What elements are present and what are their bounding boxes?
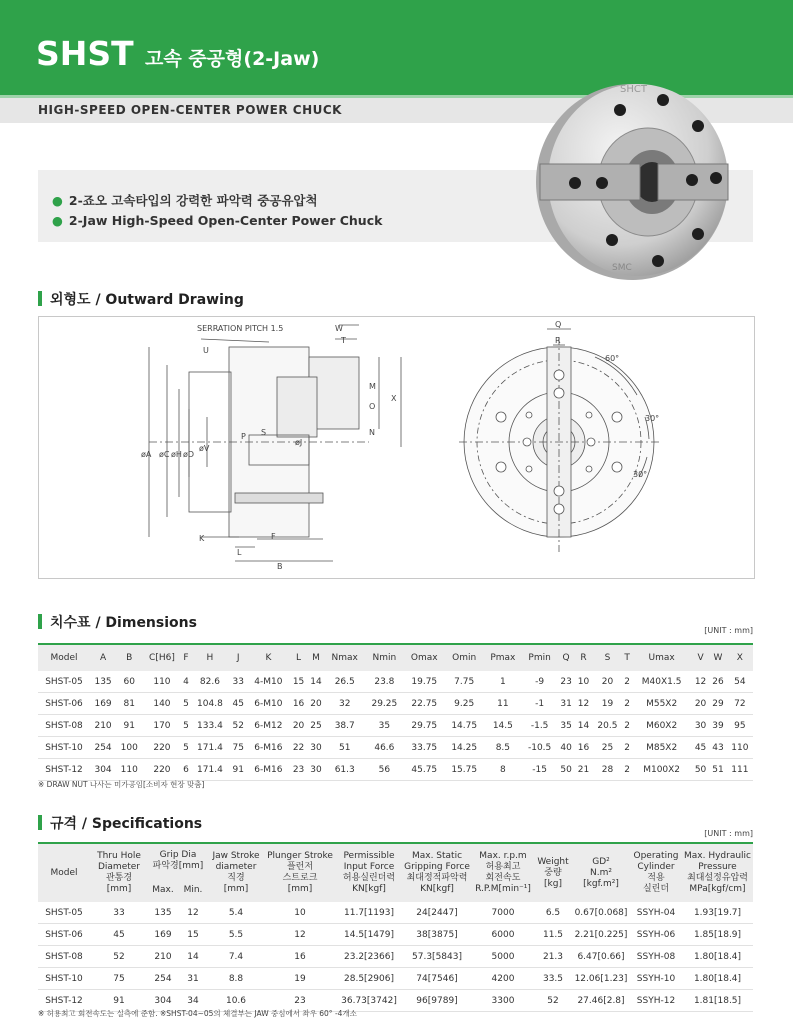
table-cell: 57.3[5843] xyxy=(402,946,472,968)
table-cell: 304 xyxy=(90,759,116,781)
table-cell: 7.75 xyxy=(445,671,484,693)
table-cell: 23.2[2366] xyxy=(336,946,402,968)
table-cell: 6.5 xyxy=(534,902,572,924)
table-cell: -15 xyxy=(522,759,557,781)
table-cell: 52 xyxy=(230,715,247,737)
table-cell: SHST-10 xyxy=(38,737,90,759)
table-cell: 81 xyxy=(116,693,142,715)
table-cell: M100X2 xyxy=(631,759,691,781)
table-cell: 35 xyxy=(557,715,574,737)
table-cell: 110 xyxy=(116,759,142,781)
dimensions-note: ※ DRAW NUT 나사는 미가공임[소비자 현장 맞춤] xyxy=(38,780,205,789)
unit-label: [UNIT : mm] xyxy=(704,626,753,635)
table-cell: 45 xyxy=(90,924,148,946)
label-U: U xyxy=(203,346,209,355)
bullet-icon: ● xyxy=(52,193,63,208)
table-cell: 29 xyxy=(709,693,726,715)
table-cell: 15.75 xyxy=(445,759,484,781)
page-title: SHST xyxy=(36,34,134,73)
header-grip-max: Max. xyxy=(148,878,178,902)
table-cell: 34 xyxy=(178,990,208,1012)
table-cell: 5000 xyxy=(472,946,534,968)
column-header: A xyxy=(90,644,116,671)
table-cell: 91 xyxy=(230,759,247,781)
heading-text: 규격 / Specifications xyxy=(50,816,203,832)
table-cell: 1.80[18.4] xyxy=(682,946,753,968)
column-header: Pmin xyxy=(522,644,557,671)
table-cell: 1.85[18.9] xyxy=(682,924,753,946)
table-cell: 51 xyxy=(325,737,365,759)
table-cell: 4-M10 xyxy=(247,671,290,693)
column-header: H xyxy=(190,644,229,671)
header-model: Model xyxy=(38,843,90,902)
table-cell: 30 xyxy=(692,715,709,737)
label-L: L xyxy=(237,548,242,557)
table-cell: 38.7 xyxy=(325,715,365,737)
table-cell: 22 xyxy=(290,737,307,759)
table-cell: 19.75 xyxy=(404,671,445,693)
column-header: Model xyxy=(38,644,90,671)
column-header: Pmax xyxy=(484,644,522,671)
table-cell: 33 xyxy=(90,902,148,924)
drawing-frame xyxy=(38,316,755,579)
column-header: Umax xyxy=(631,644,691,671)
label-T: T xyxy=(341,336,346,345)
table-cell: 169 xyxy=(148,924,178,946)
table-cell: 91 xyxy=(90,990,148,1012)
table-cell: 19 xyxy=(592,693,623,715)
table-row xyxy=(38,737,753,759)
table-row xyxy=(38,902,753,924)
table-cell: SSYH-10 xyxy=(630,968,682,990)
table-cell: 8 xyxy=(484,759,522,781)
table-cell: 2 xyxy=(623,737,632,759)
specifications-note: ※ 허용최고 회전속도는 실측에 준함. ※SHST-04~05의 체결부는 JAW 중심에서 좌우 60° -4개소 xyxy=(38,1009,357,1018)
feature-item xyxy=(52,213,382,228)
header-jaw-stroke: Jaw Stroke diameter 직경 [mm] xyxy=(208,843,264,902)
table-cell: 6000 xyxy=(472,924,534,946)
table-cell: 26.5 xyxy=(325,671,365,693)
table-cell: 20 xyxy=(692,693,709,715)
svg-text:SHCT: SHCT xyxy=(620,84,647,95)
table-cell: 16 xyxy=(290,693,307,715)
table-cell: 1.81[18.5] xyxy=(682,990,753,1012)
table-cell: 50 xyxy=(692,759,709,781)
table-cell: 46.6 xyxy=(365,737,404,759)
header-gripping-force: Max. Static Gripping Force 최대정적파악력 KN[kgf] xyxy=(402,843,472,902)
label-angle-60: 60° xyxy=(605,354,620,363)
section-heading-dimensions xyxy=(38,612,197,632)
table-cell: 33 xyxy=(230,671,247,693)
table-cell: 11.5 xyxy=(534,924,572,946)
specifications-table xyxy=(38,842,753,1012)
table-row xyxy=(38,715,753,737)
table-cell: 12 xyxy=(575,693,592,715)
table-cell: 6-M12 xyxy=(247,715,290,737)
table-cell: 29.25 xyxy=(365,693,404,715)
label-V: øV xyxy=(199,444,210,453)
label-K: K xyxy=(199,534,205,543)
table-cell: 110 xyxy=(727,737,753,759)
table-cell: SSYH-12 xyxy=(630,990,682,1012)
table-cell: 14 xyxy=(575,715,592,737)
table-cell: 1.93[19.7] xyxy=(682,902,753,924)
header-input-force: Permissible Input Force 허용실린더력 KN[kgf] xyxy=(336,843,402,902)
table-cell: 25 xyxy=(307,715,324,737)
outward-drawing xyxy=(39,317,754,578)
table-header-row xyxy=(38,843,753,878)
label-S: S xyxy=(261,428,267,437)
table-cell: 5 xyxy=(182,715,191,737)
table-cell: 23 xyxy=(264,990,336,1012)
table-cell: 6-M16 xyxy=(247,759,290,781)
table-cell: SSYH-06 xyxy=(630,924,682,946)
unit-label: [UNIT : mm] xyxy=(704,829,753,838)
label-R: R xyxy=(555,336,561,345)
table-cell: 111 xyxy=(727,759,753,781)
table-cell: 5.4 xyxy=(208,902,264,924)
product-photo xyxy=(520,78,730,283)
column-header: F xyxy=(182,644,191,671)
table-cell: 15 xyxy=(290,671,307,693)
table-cell: 45.75 xyxy=(404,759,445,781)
header-gd2: GD² N.m² [kgf.m²] xyxy=(572,843,630,902)
table-cell: 31 xyxy=(557,693,574,715)
table-cell: 110 xyxy=(142,671,181,693)
table-cell: 14.5[1479] xyxy=(336,924,402,946)
feature-text: 2-죠오 고속타입의 강력한 파악력 중공유압척 xyxy=(68,193,318,208)
svg-text:SMC: SMC xyxy=(612,263,632,273)
heading-marker xyxy=(38,815,42,830)
table-cell: 304 xyxy=(148,990,178,1012)
header-plunger-stroke: Plunger Stroke 플런저 스트로크 [mm] xyxy=(264,843,336,902)
table-cell: 210 xyxy=(90,715,116,737)
column-header: Omax xyxy=(404,644,445,671)
table-cell: 100 xyxy=(116,737,142,759)
label-B: B xyxy=(277,562,283,571)
table-cell: SHST-05 xyxy=(38,671,90,693)
table-cell: 20 xyxy=(307,693,324,715)
heading-text: 외형도 / Outward Drawing xyxy=(50,292,244,308)
column-header: Q xyxy=(557,644,574,671)
table-cell: -10.5 xyxy=(522,737,557,759)
column-header: J xyxy=(230,644,247,671)
table-cell: M85X2 xyxy=(631,737,691,759)
table-cell: 28 xyxy=(592,759,623,781)
table-cell: 12.06[1.23] xyxy=(572,968,630,990)
label-N: N xyxy=(369,428,375,437)
table-header-row xyxy=(38,644,753,671)
table-cell: 23 xyxy=(557,671,574,693)
table-cell: 56 xyxy=(365,759,404,781)
table-cell: 32 xyxy=(325,693,365,715)
label-serration: SERRATION PITCH 1.5 xyxy=(197,324,284,333)
table-cell: 133.4 xyxy=(190,715,229,737)
label-W: W xyxy=(335,324,343,333)
table-cell: 254 xyxy=(148,968,178,990)
table-cell: 25 xyxy=(592,737,623,759)
table-cell: 36.73[3742] xyxy=(336,990,402,1012)
table-cell: 1 xyxy=(484,671,522,693)
table-row xyxy=(38,671,753,693)
table-cell: 33.75 xyxy=(404,737,445,759)
table-cell: 11.7[1193] xyxy=(336,902,402,924)
table-cell: 14.75 xyxy=(445,715,484,737)
table-cell: 5 xyxy=(182,693,191,715)
table-cell: 140 xyxy=(142,693,181,715)
table-cell: SSYH-04 xyxy=(630,902,682,924)
table-cell: 74[7546] xyxy=(402,968,472,990)
table-cell: 8.8 xyxy=(208,968,264,990)
table-cell: 5.5 xyxy=(208,924,264,946)
table-cell: 5 xyxy=(182,737,191,759)
table-cell: 2 xyxy=(623,715,632,737)
header-pressure: Max. Hydraulic Pressure 최대설정유압력 MPa[kgf/cm] xyxy=(682,843,753,902)
column-header: Nmin xyxy=(365,644,404,671)
table-cell: 2.21[0.225] xyxy=(572,924,630,946)
table-cell: SHST-06 xyxy=(38,693,90,715)
feature-item xyxy=(52,191,318,209)
table-cell: 7.4 xyxy=(208,946,264,968)
table-cell: 14.25 xyxy=(445,737,484,759)
table-cell: 2 xyxy=(623,759,632,781)
table-cell: SSYH-08 xyxy=(630,946,682,968)
section-heading-specifications xyxy=(38,813,202,833)
column-header: T xyxy=(623,644,632,671)
table-cell: SHST-12 xyxy=(38,759,90,781)
table-cell: 35 xyxy=(365,715,404,737)
column-header: C[H6] xyxy=(142,644,181,671)
table-cell: 4 xyxy=(182,671,191,693)
table-cell: 104.8 xyxy=(190,693,229,715)
table-cell: 82.6 xyxy=(190,671,229,693)
column-header: S xyxy=(592,644,623,671)
table-cell: 14 xyxy=(178,946,208,968)
header-grip-dia: Grip Dia 파악경[mm] xyxy=(148,843,208,878)
bullet-icon: ● xyxy=(52,213,63,228)
column-header: X xyxy=(727,644,753,671)
table-row xyxy=(38,968,753,990)
dimensions-table xyxy=(38,643,753,781)
table-cell: 45 xyxy=(692,737,709,759)
table-cell: SHST-05 xyxy=(38,902,90,924)
table-cell: 27.46[2.8] xyxy=(572,990,630,1012)
column-header: K xyxy=(247,644,290,671)
table-cell: 2 xyxy=(623,671,632,693)
table-cell: SHST-08 xyxy=(38,715,90,737)
table-cell: 10 xyxy=(575,671,592,693)
table-cell: 210 xyxy=(148,946,178,968)
label-X: X xyxy=(391,394,397,403)
header-rpm: Max. r.p.m 허용최고 회전속도 R.P.M[min⁻¹] xyxy=(472,843,534,902)
column-header: B xyxy=(116,644,142,671)
table-cell: 75 xyxy=(230,737,247,759)
table-cell: 21 xyxy=(575,759,592,781)
table-cell: 43 xyxy=(709,737,726,759)
page-subtitle: 고속 중공형(2-Jaw) xyxy=(145,48,320,70)
table-cell: 6-M16 xyxy=(247,737,290,759)
table-cell: 9.25 xyxy=(445,693,484,715)
table-cell: 51 xyxy=(709,759,726,781)
table-cell: 3300 xyxy=(472,990,534,1012)
table-cell: 91 xyxy=(116,715,142,737)
table-cell: 4200 xyxy=(472,968,534,990)
table-cell: -1.5 xyxy=(522,715,557,737)
label-D: øD xyxy=(183,450,195,459)
table-cell: 30 xyxy=(307,759,324,781)
table-cell: 52 xyxy=(90,946,148,968)
table-cell: 12 xyxy=(264,924,336,946)
table-cell: 10.6 xyxy=(208,990,264,1012)
table-cell: 14.5 xyxy=(484,715,522,737)
table-cell: 10 xyxy=(264,902,336,924)
table-cell: 15 xyxy=(178,924,208,946)
table-cell: 29.75 xyxy=(404,715,445,737)
label-angle-30a: 30° xyxy=(645,414,660,423)
table-cell: 75 xyxy=(90,968,148,990)
column-header: R xyxy=(575,644,592,671)
label-C: øC xyxy=(159,450,170,459)
table-cell: 28.5[2906] xyxy=(336,968,402,990)
table-cell: SHST-06 xyxy=(38,924,90,946)
table-cell: 24[2447] xyxy=(402,902,472,924)
column-header: W xyxy=(709,644,726,671)
table-cell: 135 xyxy=(90,671,116,693)
table-cell: 0.67[0.068] xyxy=(572,902,630,924)
column-header: L xyxy=(290,644,307,671)
table-cell: 171.4 xyxy=(190,759,229,781)
table-cell: 30 xyxy=(307,737,324,759)
label-A: øA xyxy=(141,450,152,459)
table-cell: 135 xyxy=(148,902,178,924)
table-cell: 72 xyxy=(727,693,753,715)
table-cell: 254 xyxy=(90,737,116,759)
table-cell: 22.75 xyxy=(404,693,445,715)
table-cell: 171.4 xyxy=(190,737,229,759)
table-cell: 20 xyxy=(290,715,307,737)
table-cell: 96[9789] xyxy=(402,990,472,1012)
heading-marker xyxy=(38,614,42,629)
table-cell: 40 xyxy=(557,737,574,759)
table-row xyxy=(38,693,753,715)
table-cell: 95 xyxy=(727,715,753,737)
table-cell: 16 xyxy=(264,946,336,968)
header-thru-hole: Thru Hole Diameter 관통경 [mm] xyxy=(90,843,148,902)
table-cell: SHST-10 xyxy=(38,968,90,990)
label-O: O xyxy=(369,402,376,411)
table-cell: 14 xyxy=(307,671,324,693)
table-cell: 12 xyxy=(692,671,709,693)
table-cell: 20 xyxy=(592,671,623,693)
label-H: øH xyxy=(171,450,182,459)
table-row xyxy=(38,759,753,781)
table-row xyxy=(38,924,753,946)
table-cell: 33.5 xyxy=(534,968,572,990)
feature-text: 2-Jaw High-Speed Open-Center Power Chuck xyxy=(68,213,383,228)
table-cell: 54 xyxy=(727,671,753,693)
label-J: øJ xyxy=(295,438,303,447)
label-F: F xyxy=(271,532,276,541)
table-cell: 7000 xyxy=(472,902,534,924)
table-cell: 16 xyxy=(575,737,592,759)
header-cylinder: Operating Cylinder 적용 실린더 xyxy=(630,843,682,902)
column-header: Nmax xyxy=(325,644,365,671)
header-grip-min: Min. xyxy=(178,878,208,902)
table-cell: 6 xyxy=(182,759,191,781)
section-heading-drawing xyxy=(38,289,244,309)
table-cell: 50 xyxy=(557,759,574,781)
table-cell: 8.5 xyxy=(484,737,522,759)
table-cell: M60X2 xyxy=(631,715,691,737)
label-M: M xyxy=(369,382,376,391)
column-header: V xyxy=(692,644,709,671)
table-cell: 11 xyxy=(484,693,522,715)
table-cell: M55X2 xyxy=(631,693,691,715)
table-cell: 23 xyxy=(290,759,307,781)
table-cell: 31 xyxy=(178,968,208,990)
table-cell: 61.3 xyxy=(325,759,365,781)
table-cell: 1.80[18.4] xyxy=(682,968,753,990)
heading-marker xyxy=(38,291,42,306)
table-cell: SHST-08 xyxy=(38,946,90,968)
table-cell: M40X1.5 xyxy=(631,671,691,693)
table-row xyxy=(38,946,753,968)
table-cell: 220 xyxy=(142,737,181,759)
label-angle-30b: 30° xyxy=(633,470,648,479)
table-cell: -9 xyxy=(522,671,557,693)
label-P: P xyxy=(241,432,246,441)
table-cell: 170 xyxy=(142,715,181,737)
table-cell: 2 xyxy=(623,693,632,715)
table-cell: SHST-12 xyxy=(38,990,90,1012)
table-cell: 19 xyxy=(264,968,336,990)
table-cell: 26 xyxy=(709,671,726,693)
table-cell: 12 xyxy=(178,902,208,924)
table-cell: 60 xyxy=(116,671,142,693)
table-cell: 39 xyxy=(709,715,726,737)
table-cell: 52 xyxy=(534,990,572,1012)
header-weight: Weight 중량 [kg] xyxy=(534,843,572,902)
table-cell: 45 xyxy=(230,693,247,715)
column-header: M xyxy=(307,644,324,671)
table-cell: 6-M10 xyxy=(247,693,290,715)
table-cell: 38[3875] xyxy=(402,924,472,946)
table-cell: -1 xyxy=(522,693,557,715)
label-Q: Q xyxy=(555,320,562,329)
table-cell: 23.8 xyxy=(365,671,404,693)
table-cell: 21.3 xyxy=(534,946,572,968)
table-cell: 220 xyxy=(142,759,181,781)
english-title: HIGH-SPEED OPEN-CENTER POWER CHUCK xyxy=(38,103,342,117)
heading-text: 치수표 / Dimensions xyxy=(50,615,197,631)
table-cell: 169 xyxy=(90,693,116,715)
table-cell: 6.47[0.66] xyxy=(572,946,630,968)
table-cell: 20.5 xyxy=(592,715,623,737)
column-header: Omin xyxy=(445,644,484,671)
